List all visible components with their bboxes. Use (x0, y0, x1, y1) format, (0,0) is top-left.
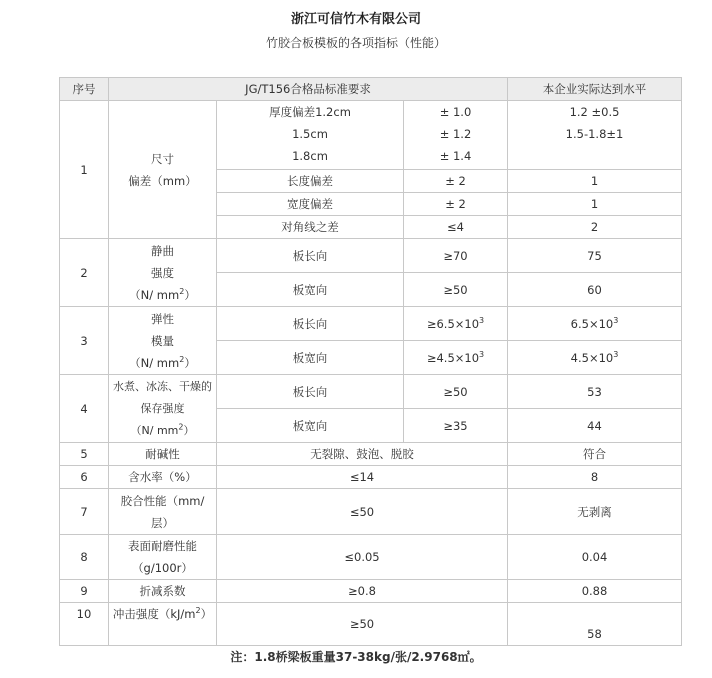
row-item (109, 307, 217, 375)
item-line: 静曲 (151, 243, 174, 258)
diagonal-value: ≤4 (404, 216, 508, 239)
row-actual: 无剥离 (508, 489, 682, 535)
thickness-actual-cell (508, 101, 682, 170)
table-row (60, 101, 682, 170)
row-item: 折减系数 (109, 580, 217, 603)
standard-long: ≥70 (404, 239, 508, 273)
row-actual: 58 (508, 603, 682, 646)
table-row (60, 307, 682, 341)
length-actual: 1 (508, 170, 682, 193)
item-line: 胶合性能（mm/ (120, 493, 205, 508)
row-number: 4 (60, 375, 109, 443)
row-actual: 符合 (508, 443, 682, 466)
actual-wide: 44 (508, 409, 682, 443)
item-unit: （N/ $mm^2$） (129, 286, 196, 302)
company-title: 浙江可信竹木有限公司 (290, 12, 421, 27)
row-standard: ≥0.8 (217, 580, 508, 603)
item-line: 弹性 (151, 311, 174, 326)
header-no: 序号 (60, 78, 109, 101)
direction-long: 板长向 (217, 239, 404, 273)
width-actual: 1 (508, 193, 682, 216)
row-standard: ≤50 (217, 489, 508, 535)
row-standard: ≤14 (217, 466, 508, 489)
row-actual: 8 (508, 466, 682, 489)
actual-long: $6.5\times 10^3$ (508, 307, 682, 341)
row-number: 9 (60, 580, 109, 603)
row-actual: 0.04 (508, 535, 682, 580)
table-subtitle: 竹胶合板模板的各项指标（性能） (265, 36, 446, 50)
item-unit: （N/ $mm^2$） (129, 354, 196, 370)
length-label: 长度偏差 (217, 170, 404, 193)
actual-wide: $4.5\times 10^3$ (508, 341, 682, 375)
row-number: 6 (60, 466, 109, 489)
header-standard: JG/T156合格品标准要求 (109, 78, 508, 101)
row-number: 1 (60, 101, 109, 239)
row-number: 2 (60, 239, 109, 307)
diagonal-actual: 2 (508, 216, 682, 239)
table-row (60, 603, 682, 646)
row-number: 3 (60, 307, 109, 375)
table-row (60, 239, 682, 273)
thickness-15: 1.5cm (292, 127, 328, 141)
thickness-value: ± 1.4 (439, 149, 472, 163)
row-number: 7 (60, 489, 109, 535)
row-standard: ≤0.05 (217, 535, 508, 580)
thickness-label-cell (217, 101, 404, 170)
item-line: 尺寸 (151, 151, 174, 166)
standard-long: $\ge 6.5\times 10^3$ (404, 307, 508, 341)
table-row (60, 466, 682, 489)
row-standard: 无裂隙、鼓泡、脱胶 (217, 443, 508, 466)
standard-wide: $\ge 4.5\times 10^3$ (404, 341, 508, 375)
table-row (60, 580, 682, 603)
length-value: ± 2 (404, 170, 508, 193)
row-item: 冲击强度$(kJ/m^2)$ (109, 603, 217, 646)
item-line: 层） (151, 515, 174, 530)
row-item (109, 101, 217, 239)
direction-wide: 板宽向 (217, 341, 404, 375)
table-row (60, 489, 682, 535)
table-row (60, 443, 682, 466)
table-header-row (60, 78, 682, 101)
row-item: 耐碱性 (109, 443, 217, 466)
thickness-value: ± 1.2 (439, 127, 472, 141)
thickness-value-cell (404, 101, 508, 170)
row-item (109, 535, 217, 580)
width-value: ± 2 (404, 193, 508, 216)
spec-table (59, 77, 682, 646)
footnote: 注：1.8桥梁板重量37-38kg/张/2.9768㎡。 (230, 650, 482, 664)
row-item: 含水率（%） (109, 466, 217, 489)
standard-wide: ≥50 (404, 273, 508, 307)
direction-long: 板长向 (217, 375, 404, 409)
row-number: 10 (60, 603, 109, 646)
thickness-18: 1.8cm (292, 149, 328, 163)
direction-long: 板长向 (217, 307, 404, 341)
direction-wide: 板宽向 (217, 409, 404, 443)
item-line: 强度 (151, 265, 174, 280)
item-line: （g/100r） (132, 561, 193, 575)
actual-long: 53 (508, 375, 682, 409)
item-unit: （N/ $mm^2$） (130, 421, 195, 437)
table-row (60, 535, 682, 580)
item-line: 偏差（mm） (128, 173, 197, 188)
actual-long: 75 (508, 239, 682, 273)
table-row (60, 375, 682, 409)
item-line: 保存强度 (140, 401, 185, 415)
thickness-actual: 1.5-1.8±1 (565, 127, 624, 141)
row-item (109, 489, 217, 535)
direction-wide: 板宽向 (217, 273, 404, 307)
row-actual: 0.88 (508, 580, 682, 603)
actual-wide: 60 (508, 273, 682, 307)
item-line: 水煮、冰冻、干燥的 (113, 379, 212, 393)
header-actual: 本企业实际达到水平 (508, 78, 682, 101)
row-standard: ≥50 (217, 603, 508, 646)
width-label: 宽度偏差 (217, 193, 404, 216)
row-number: 5 (60, 443, 109, 466)
row-item (109, 375, 217, 443)
thickness-value: ± 1.0 (439, 105, 472, 119)
item-line: 模量 (151, 333, 174, 348)
standard-wide: ≥35 (404, 409, 508, 443)
row-item (109, 239, 217, 307)
item-line: 表面耐磨性能 (128, 539, 197, 553)
thickness-label: 厚度偏差1.2cm (269, 105, 351, 119)
standard-long: ≥50 (404, 375, 508, 409)
diagonal-label: 对角线之差 (217, 216, 404, 239)
thickness-actual: 1.2 ±0.5 (569, 105, 620, 119)
row-number: 8 (60, 535, 109, 580)
